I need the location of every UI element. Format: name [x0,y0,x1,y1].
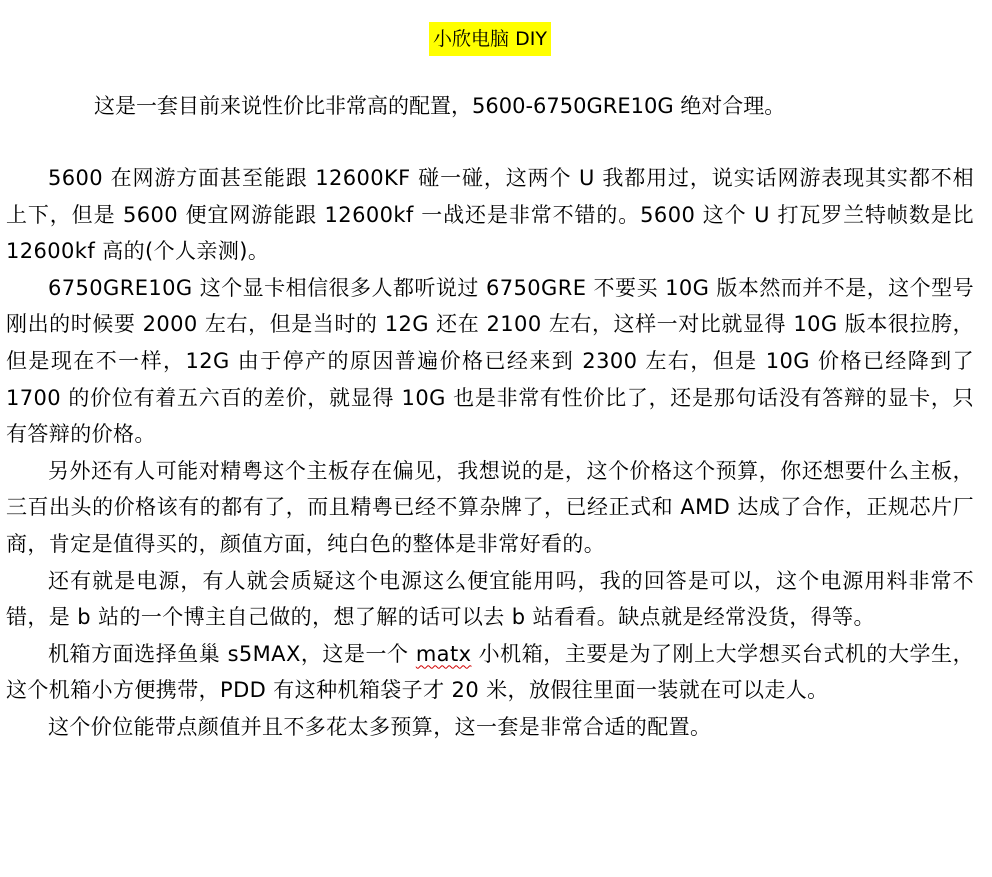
paragraph-cpu: 5600 在网游方面甚至能跟 12600KF 碰一碰，这两个 U 我都用过，说实话网游表现其实都不相上下，但是 5600 便宜网游能跟 12600kf 一战还是非常不错的。5600 这个 U 打瓦罗兰特帧数是比 12600kf 高的(个人亲测)。 [6,166,974,264]
paragraph-closing: 这个价位能带点颜值并且不多花太多预算，这一套是非常合适的配置。 [48,714,712,739]
case-text-before: 机箱方面选择鱼巢 s5MAX，这是一个 [48,641,416,666]
paragraph-gpu: 6750GRE10G 这个显卡相信很多人都听说过 6750GRE 不要买 10G 版本然而并不是，这个型号刚出的时候要 2000 左右，但是当时的 12G 还在 2100 左右，这样一对比就显得 10G 版本很拉胯，但是现在不一样，12G 由于停产的原因普遍价格已经来到 2300 左右，但是 10G 价格已经降到了 1700 的价位有着五六百的差价，就显得 10G 也是非常有性价比了，还是那句话没有答辩的显卡，只有答辩的价格。 [6,275,974,447]
document-title: 小欣电脑 DIY [429,22,551,56]
title-line [6,22,974,58]
intro-paragraph: 这是一套目前来说性价比非常高的配置，5600-6750GRE10G 绝对合理。 [94,94,786,118]
spellcheck-flagged-word: matx [415,641,472,666]
paragraph-case [6,636,974,709]
paragraph-motherboard: 另外还有人可能对精粤这个主板存在偏见，我想说的是，这个价格这个预算，你还想要什么主板，三百出头的价格该有的都有了，而且精粤已经不算杂牌了，已经正式和 AMD 达成了合作，正规芯片厂商，肯定是值得买的，颜值方面，纯白色的整体是非常好看的。 [6,458,974,556]
case-text-after: 小机箱，主要是为了刚上大学想买台式机的大学生，这个机箱小方便携带，PDD 有这种机箱袋子才 20 米，放假往里面一装就在可以走人。 [6,641,974,703]
paragraph-power-supply: 还有就是电源，有人就会质疑这个电源这么便宜能用吗，我的回答是可以，这个电源用料非常不错，是 b 站的一个博主自己做的，想了解的话可以去 b 站看看。缺点就是经常没货，得等。 [6,568,974,630]
